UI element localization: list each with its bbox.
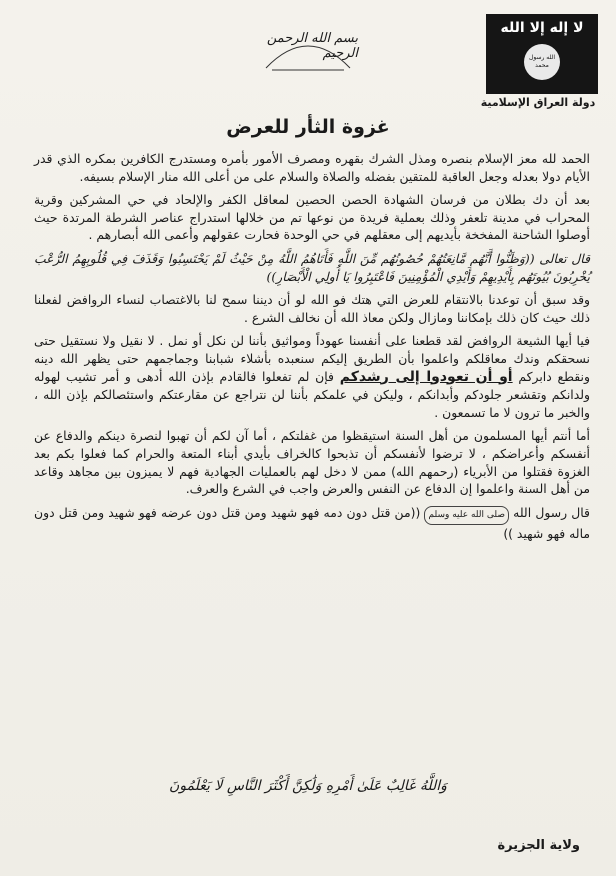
state-name: دولة العراق الإسلامية [480, 96, 596, 109]
pbuh-calligraphy: صلى الله عليه وسلم [424, 506, 509, 526]
paragraph-hadith [34, 504, 590, 543]
seal-icon: الله رسول محمد [524, 44, 560, 80]
document-body [34, 150, 590, 549]
closing-verse: وَاللَّهُ غَالِبٌ عَلَىٰ أَمْرِهِ وَلَٰكِنَّ أَكْثَرَ النَّاسِ لَا يَعْلَمُونَ [169, 778, 447, 794]
paragraph-revenge: وقد سبق أن توعدنا بالانتقام للعرض التي هتك فو الله لو أن ديننا سمح لنا بالاغتصاب لنساء الروافض لفعلنا ذلك حيث كان ذلك بإمكاننا ومازال ولكن معاذ الله أن نخالف الشرع . [34, 292, 590, 325]
basmala-calligraphy [258, 16, 358, 76]
warning-text: فيا أيها الشيعة الروافض لقد قطعنا على أنفسنا عهوداً ومواثيق بأننا لن نكل أو نمل . لا نقيل ولا نستقيل حتى نسحقكم وندك معاقلكم واعلموا بأن الطريق إليكم سنعبده بأشلاء شبابنا وجماجمهم حتى يظهر الله دينه ونقطع دابركم [34, 333, 590, 384]
document-title: غزوة الثأر للعرض [226, 116, 390, 138]
logo-text: لا إله إلا الله [500, 20, 584, 36]
warning-continuation: فإن لم تفعلوا فالقادم بإذن الله أدهى و أمر تشيب لهوله ولدانكم وتقشعر جلودكم وأبدانكم ، وليكن في علمكم بأننا لن نتراجع عن مقارعتكم واستئصالكم بإذن الله ، والخبر ما ترون لا ما تسمعون . [34, 368, 590, 420]
signature: ولاية الجزيرة [497, 838, 580, 853]
flag-logo [486, 14, 598, 94]
paragraph-warning [34, 332, 590, 421]
paragraph-quran-verse: قال تعالى ((وَظَنُّوا أَنَّهُم مَّانِعَتُهُمْ حُصُونُهُم مِّنَ اللَّهِ فَأَتَاهُمُ اللَّهُ مِنْ حَيْثُ لَمْ يَحْتَسِبُوا وَقَذَفَ فِي قُلُوبِهِمُ الرُّعْبَ يُخْرِبُونَ بُيُوتَهُم بِأَيْدِيهِمْ وَأَيْدِي الْمُؤْمِنِينَ فَاعْتَبِرُوا يَا أُولِي الْأَبْصَارِ)) [34, 250, 590, 284]
emphasis-text: أو أن تعودوا إلى رشدكم [339, 368, 513, 385]
calligraphy-frame-icon [258, 16, 358, 76]
hadith-intro: قال رسول الله [513, 504, 590, 520]
basmala-text: بسم الله الرحمن الرحيم [266, 31, 358, 61]
paragraph-operation: بعد أن دك بطلان من فرسان الشهادة الحصن الحصين لمعاقل الكفر والإلحاد في حي المشركين وقرية المحراب في مدينة تلعفر وذلك بعملية فريدة من نوعها تم من خلالها استدراج عناصر الشرطة المرتدة حيث أوصلوا الشاحنة المفخخة بأيديهم إلى معقلهم في حي الوحدة فحارت عقولهم وأعمى الله أبصارهم . [34, 192, 590, 243]
hadith-text: ((من قتل دون دمه فهو شهيد ومن قتل دون عرضه فهو شهيد ومن قتل دون ماله فهو شهيد )) [34, 504, 590, 542]
paragraph-sunni-appeal: أما أنتم أيها المسلمون من أهل السنة استيقظوا من غفلتكم ، أما آن لكم أن تهبوا لنصرة دينكم والدفاع عن أنفسكم وأعراضكم ، لا ترضوا لأنفسكم أن تذبحوا كالخراف بأيدي أبناء المتعة والحرام كما فعلوا بكم بعد الغزوة فقتلوا من الأبرياء (رحمهم الله) ممن لا دخل لهم بالعمليات الجهادية فهم لا يميزون بين مجاهد وقاعد من أهل السنة واعلموا إن الدفاع عن النفس والعرض واجب في الشرع والعرف. [34, 428, 590, 497]
paragraph-intro: الحمد لله معز الإسلام بنصره ومذل الشرك بقهره ومصرف الأمور بأمره ومستدرج الكافرين بمكره الذي قدر الأيام دولا بعدله وجعل العاقبة للمتقين بفضله والصلاة والسلام على من أعلى الله منار الإسلام بسيفه. [34, 151, 590, 184]
